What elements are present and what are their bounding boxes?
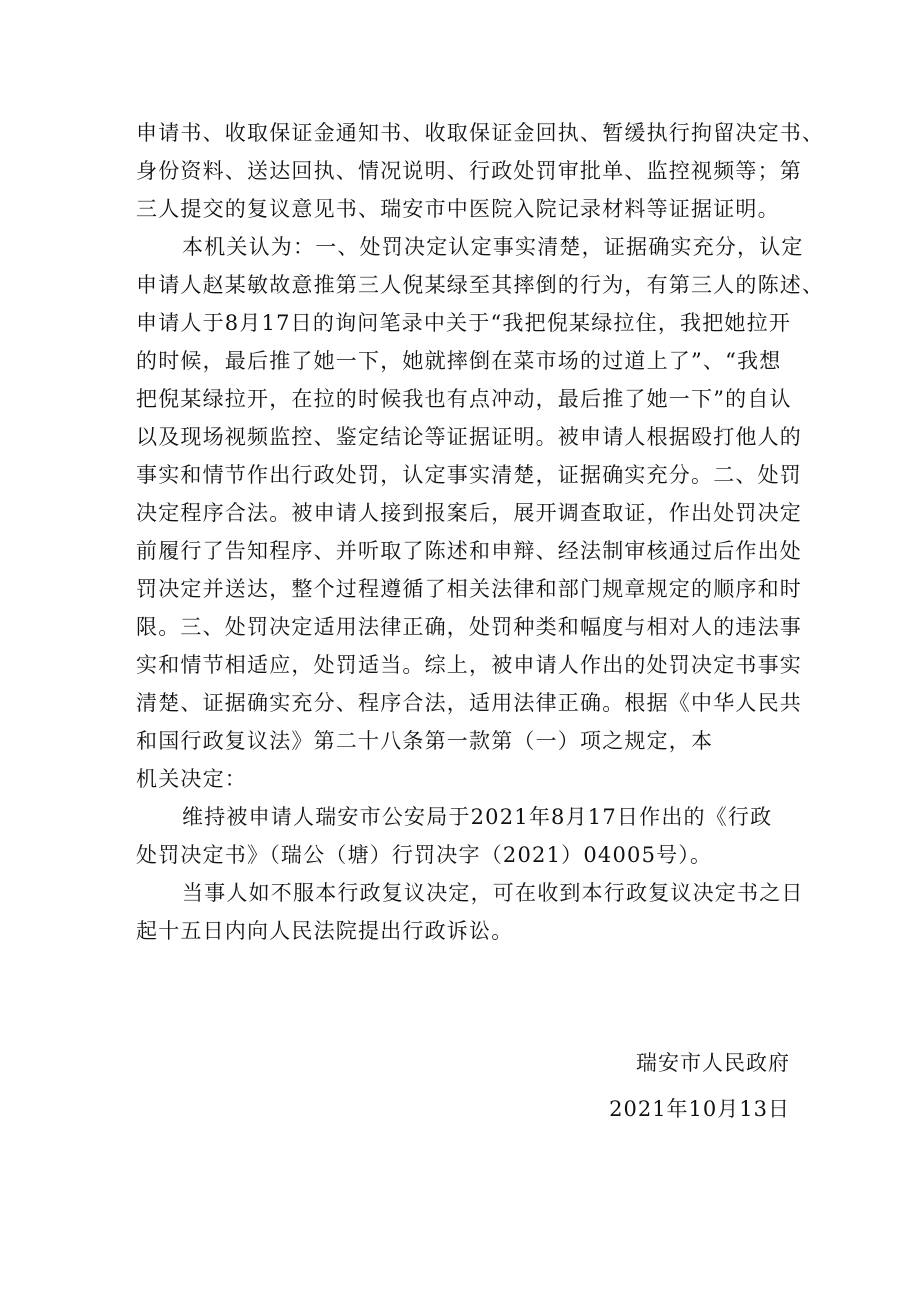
text-line: 申请人赵某敏故意推第三人倪某绿至其摔倒的行为，有第三人的陈述、: [136, 273, 825, 297]
text-line: 实和情节相适应，处罚适当。综上，被申请人作出的处罚决定书事实: [136, 653, 802, 677]
issuing-authority: 瑞安市人民政府: [636, 1051, 790, 1075]
text-line: 申请人于8月17日的询问笔录中关于“我把倪某绿拉住，我把她拉开: [136, 311, 792, 335]
text-line: 决定程序合法。被申请人接到报案后，展开调查取证，作出处罚决定: [136, 501, 802, 525]
text-line: 的时候，最后推了她一下，她就摔倒在菜市场的过道上了”、“我想: [136, 349, 782, 373]
text-line: 三人提交的复议意见书、瑞安市中医院入院记录材料等证据证明。: [136, 197, 780, 221]
text-line: 事实和情节作出行政处罚，认定事实清楚，证据确实充分。二、处罚: [136, 463, 802, 487]
text-line: 机关决定：: [136, 767, 247, 791]
issue-date: 2021年10月13日: [609, 1097, 790, 1121]
decision-line: 处罚决定书》（瑞公（塘）行罚决字（2021）04005号）。: [136, 843, 713, 867]
appeal-notice-line: 当事人如不服本行政复议决定，可在收到本行政复议决定书之日: [182, 881, 804, 905]
paragraph-start-line: 本机关认为：一、处罚决定认定事实清楚，证据确实充分，认定: [182, 235, 804, 259]
appeal-notice-line: 起十五日内向人民法院提出行政诉讼。: [136, 919, 514, 943]
text-line: 把倪某绿拉开，在拉的时候我也有点冲动，最后推了她一下”的自认: [136, 387, 792, 411]
text-line: 身份资料、送达回执、情况说明、行政处罚审批单、监控视频等；第: [136, 159, 802, 183]
text-line: 和国行政复议法》第二十八条第一款第（一）项之规定，本: [136, 729, 714, 753]
text-line: 前履行了告知程序、并听取了陈述和申辩、经法制审核通过后作出处: [136, 539, 802, 563]
text-line: 清楚、证据确实充分、程序合法，适用法律正确。根据《中华人民共: [136, 691, 802, 715]
text-line: 限。三、处罚决定适用法律正确，处罚种类和幅度与相对人的违法事: [136, 615, 802, 639]
text-line: 以及现场视频监控、鉴定结论等证据证明。被申请人根据殴打他人的: [136, 425, 802, 449]
text-line: 罚决定并送达，整个过程遵循了相关法律和部门规章规定的顺序和时: [136, 577, 802, 601]
text-line: 申请书、收取保证金通知书、收取保证金回执、暂缓执行拘留决定书、: [136, 121, 825, 145]
decision-line: 维持被申请人瑞安市公安局于2021年8月17日作出的《行政: [182, 805, 773, 829]
